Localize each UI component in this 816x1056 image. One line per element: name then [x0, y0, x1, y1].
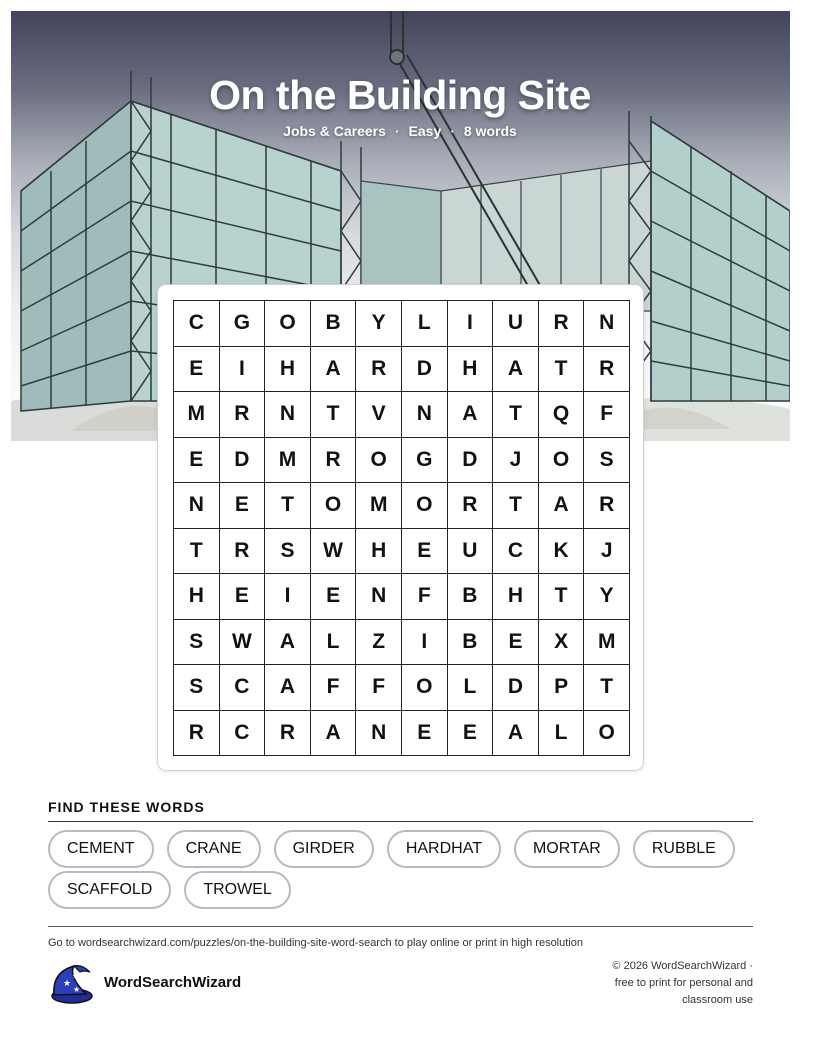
- puzzle-card: [157, 284, 644, 771]
- grid-cell[interactable]: F: [311, 665, 357, 711]
- grid-cell[interactable]: B: [311, 301, 357, 347]
- grid-cell[interactable]: T: [493, 392, 539, 438]
- grid-cell[interactable]: H: [265, 347, 311, 393]
- grid-cell[interactable]: H: [174, 574, 220, 620]
- grid-cell[interactable]: B: [448, 574, 494, 620]
- grid-cell[interactable]: M: [584, 620, 630, 666]
- grid-cell[interactable]: O: [402, 483, 448, 529]
- grid-cell[interactable]: H: [448, 347, 494, 393]
- grid-cell[interactable]: N: [402, 392, 448, 438]
- grid-cell[interactable]: E: [220, 483, 266, 529]
- grid-cell[interactable]: O: [539, 438, 585, 484]
- grid-cell[interactable]: T: [493, 483, 539, 529]
- grid-cell[interactable]: A: [265, 620, 311, 666]
- grid-cell[interactable]: U: [448, 529, 494, 575]
- wizard-hat-icon: [46, 962, 94, 1006]
- grid-cell[interactable]: J: [584, 529, 630, 575]
- grid-cell[interactable]: D: [402, 347, 448, 393]
- grid-cell[interactable]: N: [584, 301, 630, 347]
- grid-cell[interactable]: L: [311, 620, 357, 666]
- grid-cell[interactable]: W: [220, 620, 266, 666]
- word-chip: MORTAR: [514, 830, 620, 868]
- grid-cell[interactable]: N: [356, 711, 402, 757]
- word-chip: GIRDER: [274, 830, 374, 868]
- grid-cell[interactable]: A: [311, 347, 357, 393]
- grid-cell[interactable]: O: [584, 711, 630, 757]
- grid-cell[interactable]: T: [584, 665, 630, 711]
- grid-cell[interactable]: T: [265, 483, 311, 529]
- svg-text:★: ★: [72, 972, 79, 980]
- grid-cell[interactable]: A: [493, 347, 539, 393]
- grid-cell[interactable]: N: [174, 483, 220, 529]
- grid-cell[interactable]: E: [402, 529, 448, 575]
- grid-cell[interactable]: D: [493, 665, 539, 711]
- grid-cell[interactable]: A: [539, 483, 585, 529]
- grid-cell[interactable]: Y: [356, 301, 402, 347]
- grid-cell[interactable]: M: [356, 483, 402, 529]
- grid-cell[interactable]: F: [402, 574, 448, 620]
- divider: [48, 926, 753, 927]
- grid-cell[interactable]: I: [220, 347, 266, 393]
- grid-cell[interactable]: G: [402, 438, 448, 484]
- grid-cell[interactable]: E: [493, 620, 539, 666]
- grid-cell[interactable]: Q: [539, 392, 585, 438]
- page-title: On the Building Site: [209, 72, 591, 118]
- word-chip: CRANE: [167, 830, 261, 868]
- grid-cell[interactable]: R: [448, 483, 494, 529]
- grid-cell[interactable]: L: [402, 301, 448, 347]
- grid-cell[interactable]: E: [311, 574, 357, 620]
- grid-cell[interactable]: M: [265, 438, 311, 484]
- word-row: [48, 830, 753, 868]
- grid-cell[interactable]: R: [584, 483, 630, 529]
- copyright-line: free to print for personal and: [614, 977, 753, 989]
- grid-cell[interactable]: N: [356, 574, 402, 620]
- grid-cell[interactable]: L: [448, 665, 494, 711]
- grid-cell[interactable]: H: [493, 574, 539, 620]
- grid-cell[interactable]: Z: [356, 620, 402, 666]
- word-chip: CEMENT: [48, 830, 154, 868]
- word-list-heading: FIND THESE WORDS: [48, 799, 205, 815]
- word-chip: HARDHAT: [387, 830, 501, 868]
- grid-cell[interactable]: G: [220, 301, 266, 347]
- copyright-line: classroom use: [682, 994, 753, 1006]
- copyright-line: © 2026 WordSearchWizard ·: [612, 960, 753, 972]
- letter-grid: [173, 300, 630, 756]
- grid-cell[interactable]: J: [493, 438, 539, 484]
- svg-text:★: ★: [63, 979, 72, 989]
- grid-cell[interactable]: R: [174, 711, 220, 757]
- grid-cell[interactable]: S: [174, 620, 220, 666]
- word-list: [48, 830, 753, 912]
- grid-cell[interactable]: S: [174, 665, 220, 711]
- copyright-notice: [553, 958, 753, 1009]
- grid-cell[interactable]: S: [584, 438, 630, 484]
- grid-cell[interactable]: A: [311, 711, 357, 757]
- meta-separator: ·: [394, 123, 400, 139]
- grid-cell[interactable]: Y: [584, 574, 630, 620]
- grid-cell[interactable]: F: [584, 392, 630, 438]
- grid-cell[interactable]: O: [402, 665, 448, 711]
- meta-separator: ·: [450, 123, 455, 139]
- grid-cell[interactable]: R: [539, 301, 585, 347]
- grid-cell[interactable]: X: [539, 620, 585, 666]
- grid-cell[interactable]: T: [311, 392, 357, 438]
- brand-name: WordSearchWizard: [104, 974, 242, 991]
- grid-cell[interactable]: R: [311, 438, 357, 484]
- grid-cell[interactable]: T: [539, 347, 585, 393]
- grid-cell[interactable]: E: [448, 711, 494, 757]
- divider: [48, 821, 753, 822]
- difficulty-label: Easy: [408, 123, 442, 139]
- grid-cell[interactable]: O: [311, 483, 357, 529]
- grid-cell[interactable]: E: [174, 438, 220, 484]
- grid-cell[interactable]: U: [493, 301, 539, 347]
- word-row: [48, 871, 753, 909]
- grid-cell[interactable]: C: [174, 301, 220, 347]
- grid-cell[interactable]: R: [584, 347, 630, 393]
- grid-cell[interactable]: E: [402, 711, 448, 757]
- grid-cell[interactable]: T: [174, 529, 220, 575]
- grid-cell[interactable]: R: [356, 347, 402, 393]
- word-count-label: 8 words: [463, 123, 517, 139]
- grid-cell[interactable]: E: [220, 574, 266, 620]
- grid-cell[interactable]: R: [220, 392, 266, 438]
- grid-cell[interactable]: A: [493, 711, 539, 757]
- grid-cell[interactable]: T: [539, 574, 585, 620]
- grid-cell[interactable]: R: [265, 711, 311, 757]
- grid-cell[interactable]: I: [265, 574, 311, 620]
- grid-cell[interactable]: S: [265, 529, 311, 575]
- grid-cell[interactable]: P: [539, 665, 585, 711]
- grid-cell[interactable]: K: [539, 529, 585, 575]
- grid-cell[interactable]: V: [356, 392, 402, 438]
- puzzle-meta: [0, 123, 800, 139]
- grid-cell[interactable]: I: [448, 301, 494, 347]
- grid-cell[interactable]: F: [356, 665, 402, 711]
- play-online-link-text[interactable]: Go to wordsearchwizard.com/puzzles/on-the-building-site-word-search to play online or print in high resolution: [48, 937, 583, 949]
- grid-cell[interactable]: C: [220, 665, 266, 711]
- word-chip: SCAFFOLD: [48, 871, 171, 909]
- category-label: Jobs & Careers: [283, 123, 386, 139]
- grid-cell[interactable]: B: [448, 620, 494, 666]
- grid-cell[interactable]: O: [265, 301, 311, 347]
- grid-cell[interactable]: D: [220, 438, 266, 484]
- grid-cell[interactable]: I: [402, 620, 448, 666]
- grid-cell[interactable]: M: [174, 392, 220, 438]
- grid-cell[interactable]: D: [448, 438, 494, 484]
- grid-cell[interactable]: C: [220, 711, 266, 757]
- word-chip: TROWEL: [184, 871, 290, 909]
- grid-cell[interactable]: A: [265, 665, 311, 711]
- grid-cell[interactable]: L: [539, 711, 585, 757]
- grid-cell[interactable]: H: [356, 529, 402, 575]
- svg-text:★: ★: [73, 985, 81, 994]
- grid-cell[interactable]: O: [356, 438, 402, 484]
- grid-cell[interactable]: N: [265, 392, 311, 438]
- grid-cell[interactable]: C: [493, 529, 539, 575]
- grid-cell[interactable]: A: [448, 392, 494, 438]
- grid-cell[interactable]: E: [174, 347, 220, 393]
- grid-cell[interactable]: W: [311, 529, 357, 575]
- grid-cell[interactable]: R: [220, 529, 266, 575]
- word-chip: RUBBLE: [633, 830, 735, 868]
